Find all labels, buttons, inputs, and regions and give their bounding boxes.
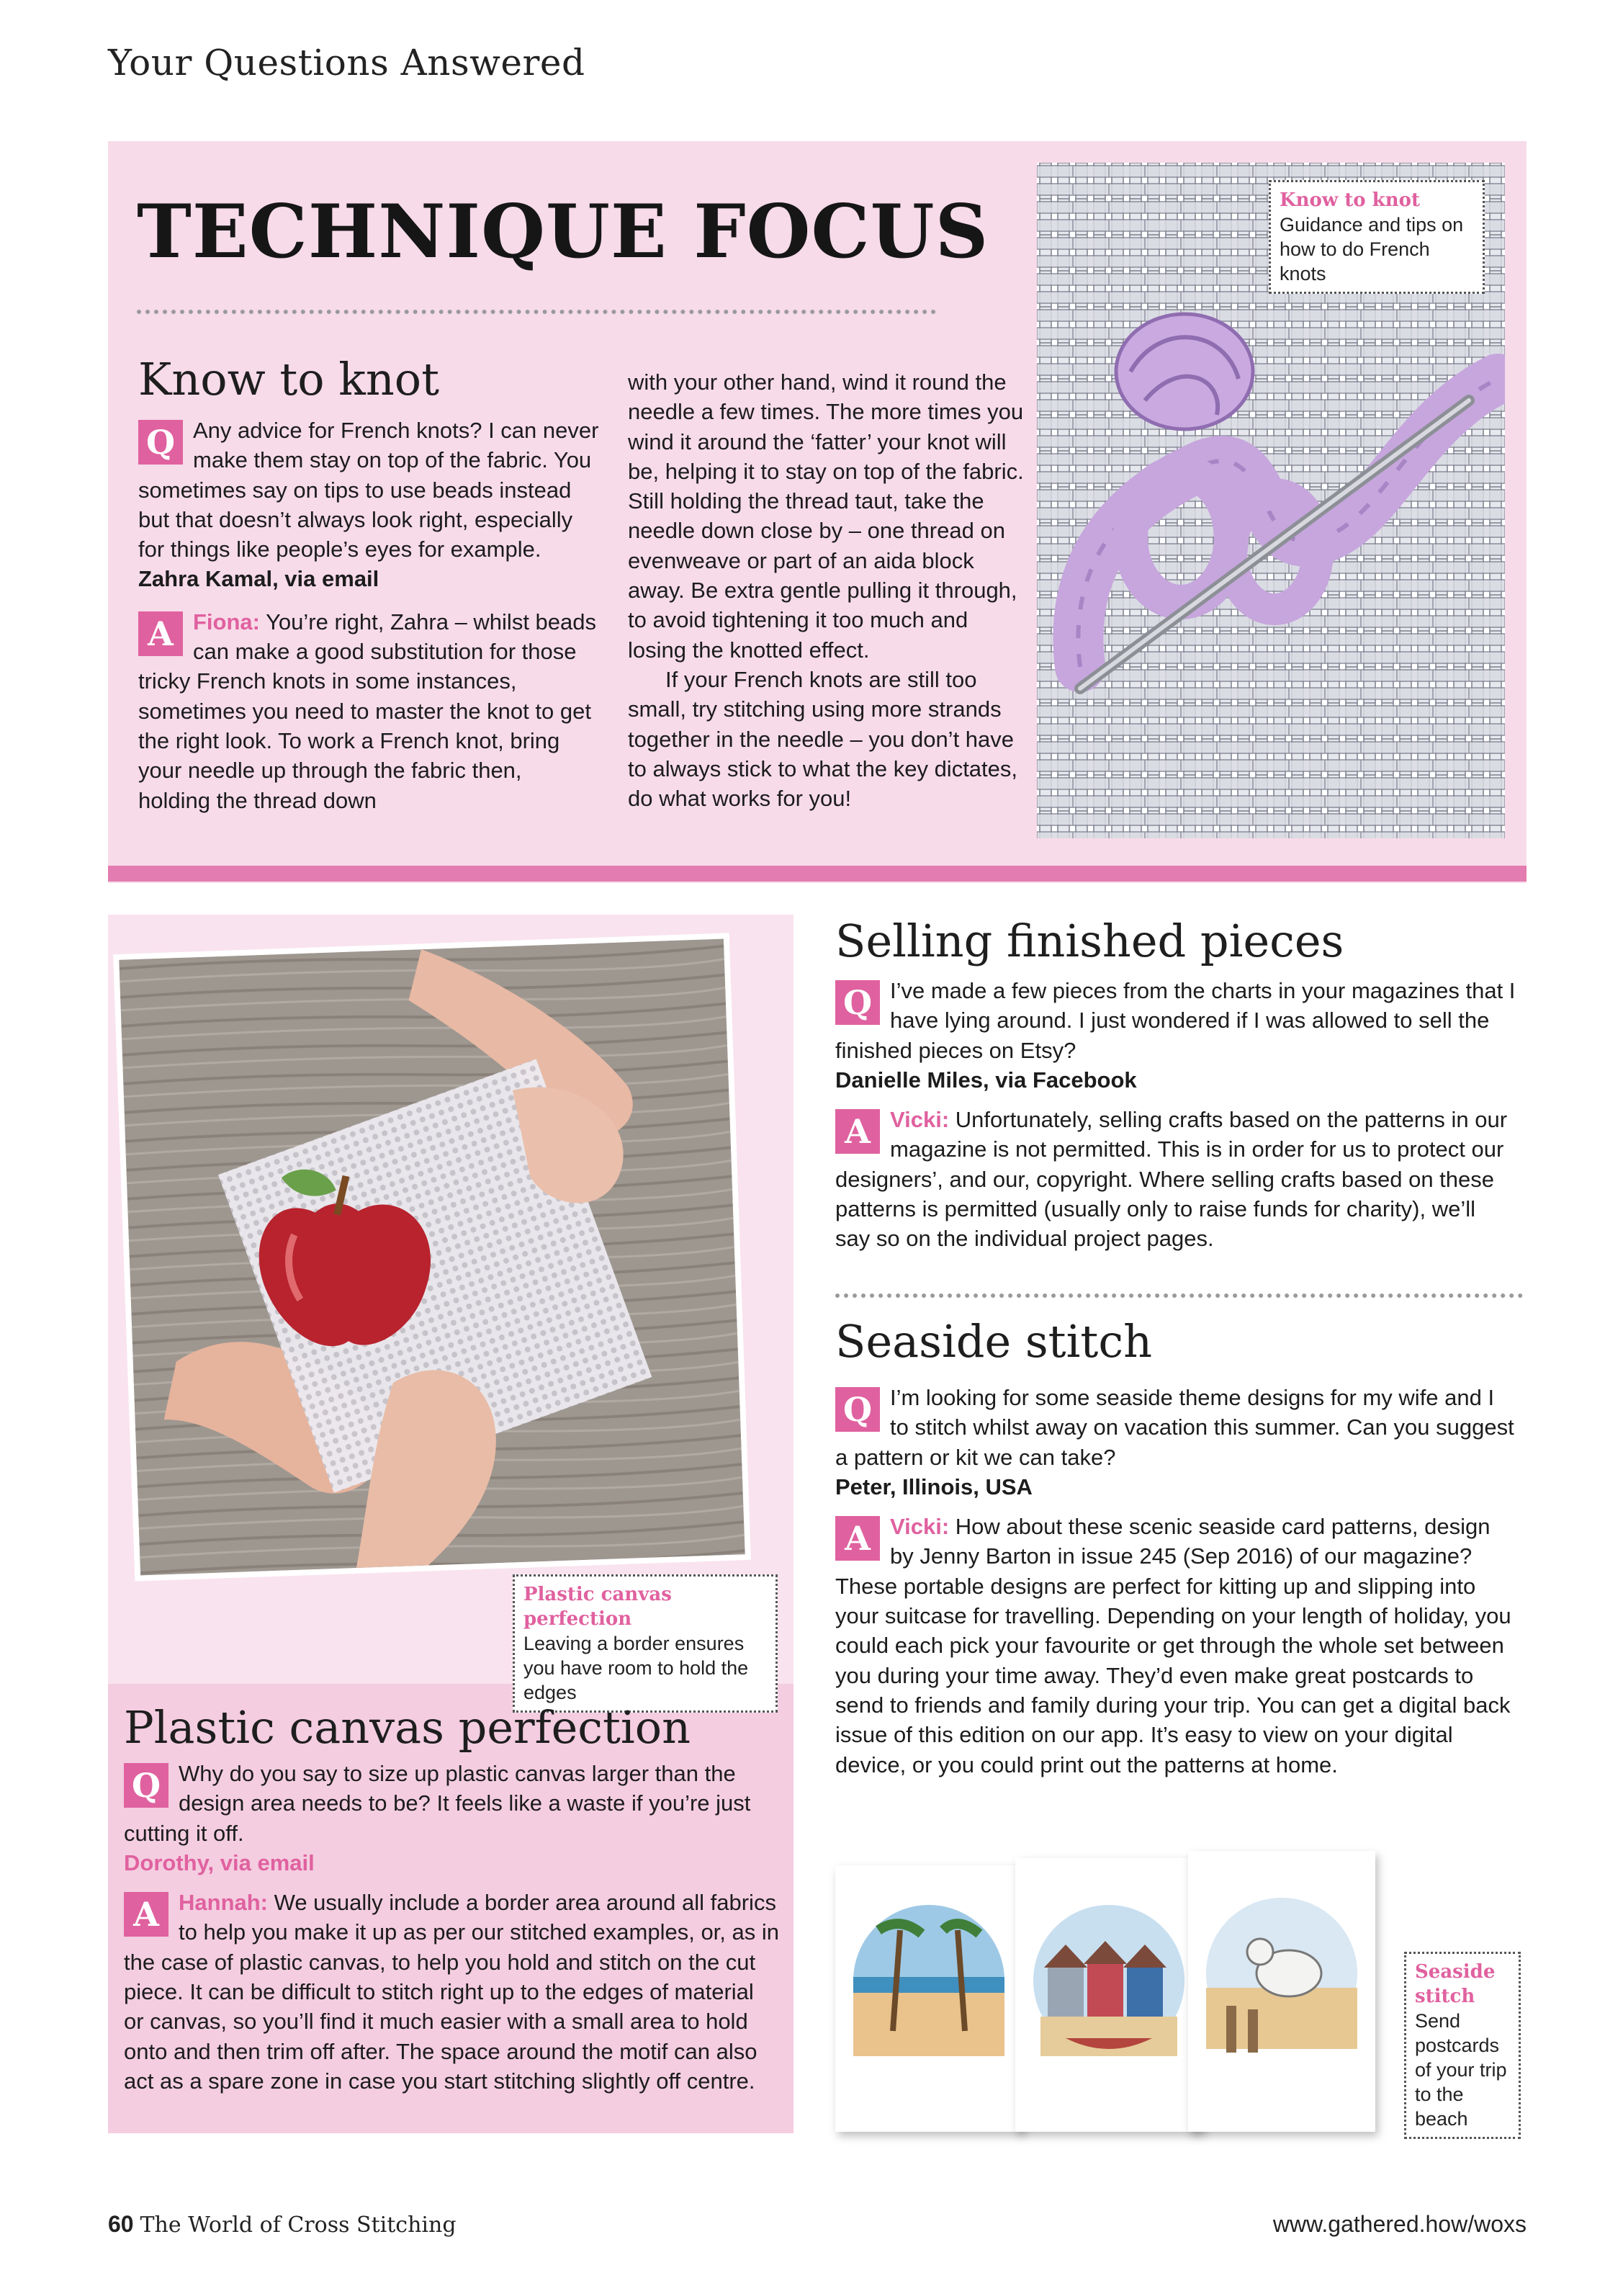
plastic-canvas-photo [119, 939, 745, 1576]
plastic-asker: Dorothy, via email [124, 1849, 315, 1875]
plastic-canvas-heading: Plastic canvas perfection [124, 1701, 691, 1754]
divider-dots [137, 310, 936, 314]
plastic-canvas-text [124, 1759, 779, 2096]
answer-badge: A [835, 1109, 880, 1154]
plastic-answer: We usually include a border area around all fabrics to help you make it up as per our stitched examples, or, as in the case of plastic canvas, to help you hold and stitch on the cut piece. It can be difficult to stitch right up to the edges of material or canvas, so you’ll find it much easier with a small area to hold onto and then trim off after. The space around the motif can also act as a spare zone in case you start stitching slightly off centre. [124, 1890, 780, 2094]
plastic-answer-speaker: Hannah: [179, 1890, 268, 1916]
know-to-knot-heading: Know to knot [138, 353, 440, 405]
plastic-caption-text: Leaving a border ensures you have room to hold the edges [523, 1633, 749, 1703]
seaside-asker: Peter, Illinois, USA [835, 1474, 1033, 1499]
plastic-question: Why do you say to size up plastic canvas larger than the design area needs to be? It feels like a waste if you’re just cutting it off. [124, 1761, 751, 1846]
seaside-caption-title: Seaside stitch [1415, 1961, 1496, 2007]
question-badge: Q [835, 1387, 880, 1432]
plastic-caption-title: Plastic canvas perfection [523, 1584, 672, 1630]
selling-question: I’ve made a few pieces from the charts in your magazines that I have lying around. I just wondered if I was allowed to sell the finished pieces on Etsy? [835, 978, 1516, 1063]
seaside-caption-text: Send postcards of your trip to the beach [1415, 2010, 1507, 2130]
technique-title: TECHNIQUE FOCUS [137, 189, 989, 275]
selling-text [835, 976, 1516, 1254]
question-badge: Q [835, 980, 880, 1025]
question-badge: Q [138, 420, 183, 465]
knot-caption-title: Know to knot [1280, 189, 1420, 211]
footer-url[interactable]: www.gathered.how/woxs [1272, 2211, 1527, 2237]
seaside-text [835, 1383, 1516, 1780]
answer-badge: A [124, 1892, 168, 1937]
question-badge: Q [124, 1763, 168, 1808]
footer-left [108, 2211, 457, 2238]
technique-answer-speaker: Fiona: [193, 609, 260, 634]
seaside-caption [1404, 1952, 1521, 2139]
technique-column-1 [138, 416, 599, 815]
answer-badge: A [138, 611, 183, 656]
seaside-heading: Seaside stitch [835, 1315, 1152, 1368]
page-number: 60 [108, 2211, 134, 2237]
knot-caption [1269, 180, 1485, 294]
technique-panel-bar [108, 866, 1527, 882]
selling-heading: Selling finished pieces [835, 915, 1344, 967]
selling-answer: Unfortunately, selling crafts based on the patterns in our magazine is not permitted. This is in order for us to protect our designers’, and our, copyright. Where selling crafts based on these patterns is permitted (usually only to raise funds for charity), we’ll say so on the individual project pages. [835, 1107, 1508, 1252]
selling-asker: Danielle Miles, via Facebook [835, 1067, 1137, 1093]
technique-answer-col2: with your other hand, wind it round the needle a few times. The more times you wind it around the ‘fatter’ your knot will be, helping it to stay on top of the fabric. Still holding the thread taut, take the needle down close by – one thread on evenweave or part of an aida block away. Be extra gentle pulling it through, to avoid tightening it too much and losing the knotted effect. [628, 369, 1024, 663]
magazine-name: The World of Cross Stitching [140, 2212, 457, 2238]
knot-caption-text: Guidance and tips on how to do French knots [1280, 214, 1464, 284]
seaside-answer: How about these scenic seaside card patterns, design by Jenny Barton in issue 245 (Sep 2016) of our magazine? These portable designs are perfect for kitting up and slipping into your suitcase for travelling. Depending on your length of holiday, you could each pick your favourite or get through the whole set between you during your time away. They’d even make great postcards to send to friends and family during your trip. You can get a digital back issue of this edition on our app. It’s easy to view on your digital device, or you could print out the patterns at home. [835, 1514, 1511, 1777]
seaside-question: I’m looking for some seaside theme designs for my wife and I to stitch whilst away on vacation this summer. Can you suggest a pattern or kit we can take? [835, 1385, 1514, 1470]
technique-question: Any advice for French knots? I can never make them stay on top of the fabric. You sometimes say on tips to use beads instead but that doesn’t always look right, especially for things like people’s eyes for example. [138, 418, 599, 562]
technique-asker: Zahra Kamal, via email [138, 566, 379, 592]
answer-badge: A [835, 1516, 880, 1561]
technique-answer-col2-p2: If your French knots are still too small, try stitching using more strands together in the needle – you don’t have to always stick to what the key dictates, do what works for you! [628, 666, 1018, 812]
technique-column-2 [628, 367, 1028, 813]
plastic-caption [513, 1574, 778, 1713]
technique-answer-col1: You’re right, Zahra – whilst beads can make a good substitution for those tricky French knots in some instances, sometimes you need to master the knot to get the right look. To work a French knot, bring your needle up through the fabric then, holding the thread down [138, 609, 597, 813]
seaside-answer-speaker: Vicki: [890, 1514, 950, 1540]
seaside-cards-image [828, 1844, 1404, 2161]
selling-answer-speaker: Vicki: [890, 1107, 950, 1133]
divider-dots [835, 1293, 1523, 1298]
section-title: Your Questions Answered [108, 42, 585, 84]
